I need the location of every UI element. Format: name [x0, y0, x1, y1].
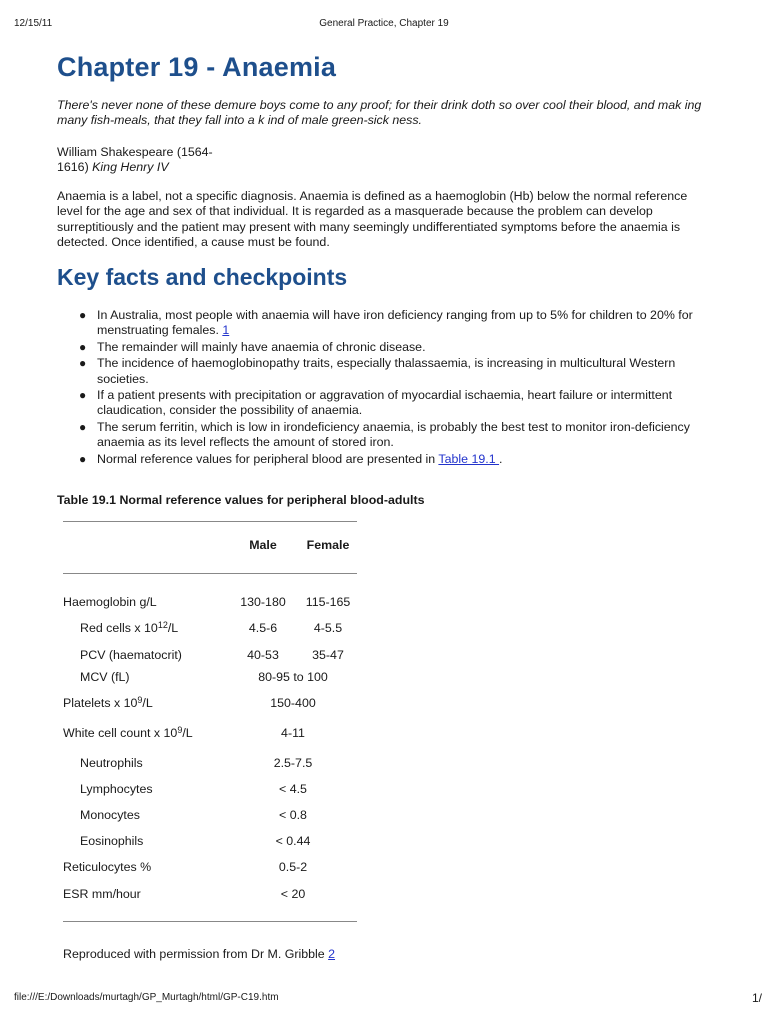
epigraph-attribution — [57, 145, 237, 176]
print-header — [0, 18, 768, 32]
print-page-number: 1/ — [751, 991, 762, 1005]
list-item — [57, 420, 707, 451]
key-facts-heading: Key facts and checkpoints — [57, 264, 348, 290]
table-header-rule — [63, 573, 357, 574]
cell-red-cells-female: 4-5.5 — [313, 621, 343, 635]
list-item-text: If a patient presents with precipitation or aggravation of myocardial ischaemia, heart failure or intermittent claudication, consider the possibility of anaemia. — [97, 388, 673, 418]
epigraph-quote: There's never none of these demure boys come to any proof; for their drink doth so over cool their blood, and mak ing many fish-meals, that they fall into a k ind of male green-sick ness. — [57, 98, 702, 128]
cell-monocytes-value: < 0.8 — [279, 808, 307, 822]
bullet-icon: ● — [79, 356, 87, 371]
cell-red-cells-male: 4.5-6 — [248, 621, 278, 635]
cell-pcv-male: 40-53 — [247, 648, 279, 662]
table-caption: Table 19.1 Normal reference values for peripheral blood-adults — [57, 493, 425, 507]
list-item — [57, 340, 707, 355]
cell-mcv-value: 80-95 to 100 — [258, 670, 328, 684]
print-footer — [0, 992, 768, 1006]
print-title: General Practice, Chapter 19 — [319, 18, 449, 29]
epigraph-work: King Henry IV — [92, 160, 169, 175]
intro-paragraph: Anaemia is a label, not a specific diagnosis. Anaemia is defined as a haemoglobin (Hb) below the normal reference level for the age and sex of that individual. It is regarded as a masquerade because the problem can develop surreptitiously and the patient may present with many seemingly undifferentiated symptoms before the anaemia is detected. Once identified, a cause must be found. — [57, 189, 688, 250]
print-date: 12/15/11 — [14, 18, 53, 29]
reference-link-2[interactable]: 2 — [328, 947, 336, 961]
column-header-female: Female — [306, 538, 350, 552]
row-label-red-cells: Red cells x $10^{12}/L$ — [80, 620, 179, 635]
list-item-text: Normal reference values for peripheral blood are presented in — [97, 451, 439, 466]
bullet-icon: ● — [79, 451, 87, 466]
table-19-1-link[interactable]: Table 19.1 — [438, 451, 500, 466]
list-item — [57, 308, 707, 339]
row-label-platelets: Platelets x $10^9/L$ — [63, 695, 153, 710]
list-item-text: The serum ferritin, which is low in irondeficiency anaemia, is probably the best test to monitor iron-deficiency anaemia as its level reflects the amount of stored iron. — [97, 419, 690, 450]
list-item-text: The remainder will mainly have anaemia of chronic disease. — [97, 339, 426, 354]
row-label-white-cell-count: White cell count x $10^9/L$ — [63, 725, 193, 740]
row-label-pcv: PCV (haematocrit) — [80, 648, 182, 662]
cell-esr-value: < 20 — [280, 887, 306, 901]
row-label-haemoglobin: Haemoglobin g/L — [63, 595, 157, 609]
list-item — [57, 388, 707, 419]
list-item-text: The incidence of haemoglobinopathy traits, especially thalassaemia, is increasing in multicultural Western societies. — [97, 356, 676, 386]
key-facts-list — [57, 308, 707, 468]
cell-haemoglobin-male: 130-180 — [240, 595, 286, 609]
list-item-suffix: . — [499, 451, 503, 466]
reproduced-note — [63, 947, 335, 961]
list-item-text: In Australia, most people with anaemia will have iron deficiency ranging from up to 5% for children to 20% for menstruating females. — [97, 308, 693, 338]
print-url: file:///E:/Downloads/murtagh/GP_Murtagh/html/GP-C19.htm — [14, 992, 279, 1003]
row-label-neutrophils: Neutrophils — [80, 756, 143, 770]
reference-link-1[interactable]: 1 — [222, 323, 230, 338]
column-header-male: Male — [249, 538, 277, 552]
cell-haemoglobin-female: 115-165 — [305, 595, 351, 609]
row-label-lymphocytes: Lymphocytes — [80, 782, 153, 796]
table-bottom-rule — [63, 921, 357, 922]
cell-reticulocytes-value: 0.5-2 — [278, 860, 308, 874]
row-label-esr: ESR mm/hour — [63, 887, 141, 901]
cell-lymphocytes-value: < 4.5 — [279, 782, 307, 796]
row-label-eosinophils: Eosinophils — [80, 834, 144, 848]
row-label-monocytes: Monocytes — [80, 808, 140, 822]
cell-platelets-value: 150-400 — [270, 696, 316, 710]
epigraph-author: William Shakespeare (1564-1616) — [57, 145, 213, 175]
cell-pcv-female: 35-47 — [312, 648, 344, 662]
bullet-icon: ● — [79, 339, 87, 354]
cell-white-cell-count-value: 4-11 — [281, 726, 305, 740]
bullet-icon: ● — [79, 419, 87, 434]
bullet-icon: ● — [79, 308, 87, 322]
cell-neutrophils-value: 2.5-7.5 — [273, 756, 313, 770]
reproduced-text: Reproduced with permission from Dr M. Gribble — [63, 947, 329, 961]
list-item — [57, 452, 707, 467]
cell-eosinophils-value: < 0.44 — [275, 834, 311, 848]
chapter-title: Chapter 19 - Anaemia — [57, 52, 337, 82]
list-item — [57, 356, 707, 387]
row-label-reticulocytes: Reticulocytes % — [63, 860, 152, 874]
table-top-rule — [63, 521, 357, 522]
row-label-mcv: MCV (fL) — [80, 670, 130, 684]
bullet-icon: ● — [79, 388, 87, 403]
